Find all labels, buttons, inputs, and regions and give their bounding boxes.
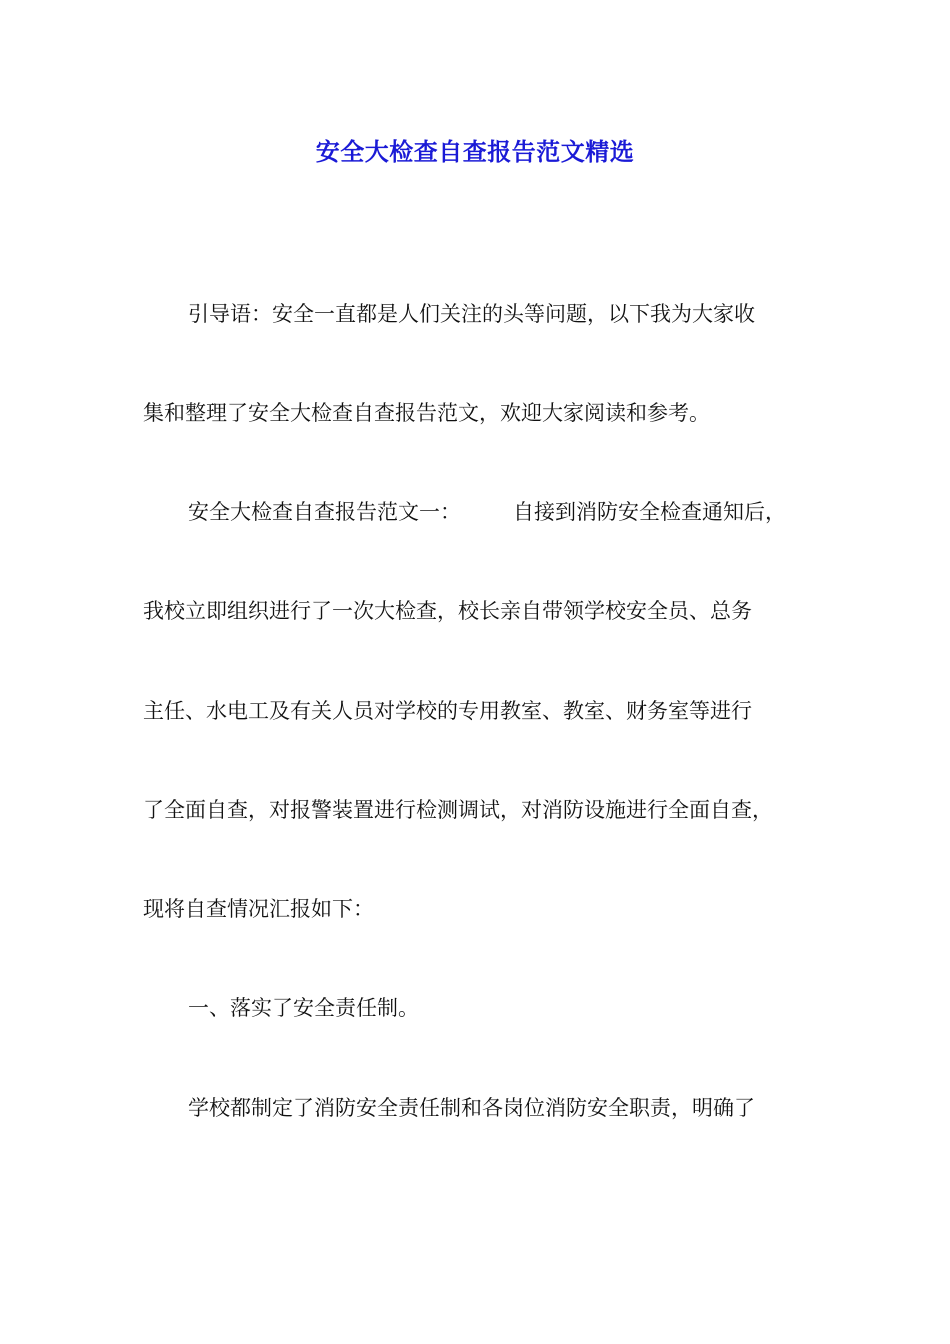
- paragraph-line: 了全面自查，对报警装置进行检测调试，对消防设施进行全面自查，: [143, 798, 773, 822]
- paragraph-line: 我校立即组织进行了一次大检查，校长亲自带领学校安全员、总务: [143, 599, 752, 623]
- paragraph-line: 学校都制定了消防安全责任制和各岗位消防安全职责，明确了: [188, 1096, 755, 1120]
- document-title: 安全大检查自查报告范文精选: [315, 138, 635, 166]
- paragraph-line: 集和整理了安全大检查自查报告范文，欢迎大家阅读和参考。: [143, 401, 710, 425]
- paragraph-line: [188, 496, 878, 528]
- paragraph-line: 引导语：安全一直都是人们关注的头等问题，以下我为大家收: [188, 302, 755, 326]
- paragraph-line: 主任、水电工及有关人员对学校的专用教室、教室、财务室等进行: [143, 699, 752, 723]
- section-heading: 安全大检查自查报告范文一：: [188, 500, 461, 524]
- paragraph-line: 现将自查情况汇报如下：: [143, 897, 374, 921]
- paragraph-text: 自接到消防安全检查通知后，: [513, 500, 786, 524]
- section-heading: 一、落实了安全责任制。: [188, 996, 419, 1020]
